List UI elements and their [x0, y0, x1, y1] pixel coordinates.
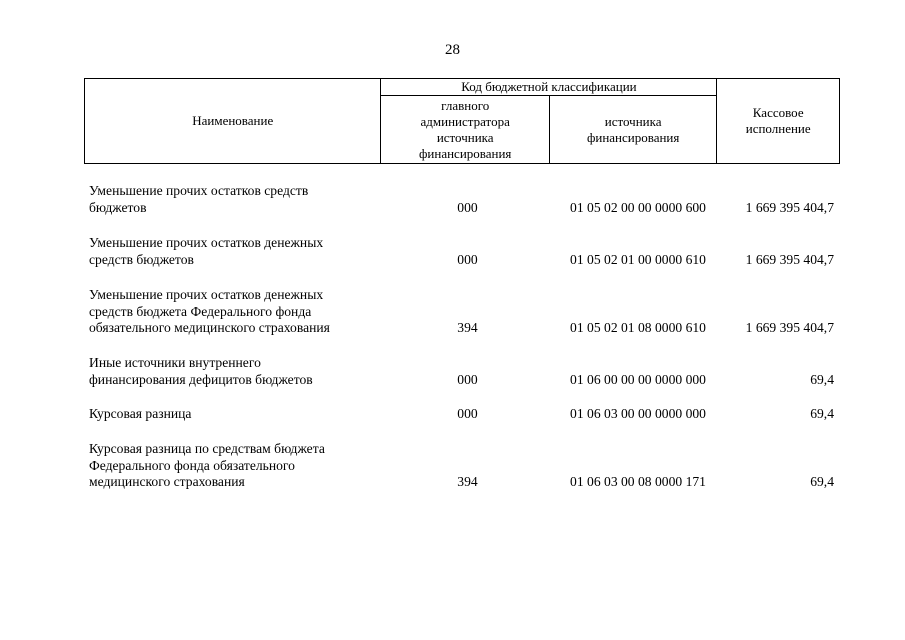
row-name-line: финансирования дефицитов бюджетов [89, 371, 313, 387]
header-source [549, 96, 716, 164]
row-admin-code: 000 [457, 252, 478, 267]
row-amount: 69,4 [810, 372, 834, 387]
row-source-code: 01 05 02 01 00 0000 610 [570, 252, 706, 267]
row-source-code: 01 05 02 00 00 0000 600 [570, 200, 706, 215]
row-name-line: Уменьшение прочих остатков денежных [89, 235, 324, 250]
header-admin-line: главного [441, 97, 490, 113]
row-admin-code: 394 [457, 320, 478, 335]
row-name [89, 183, 389, 216]
row-source-code: 01 06 03 00 00 0000 000 [570, 406, 706, 421]
header-admin-line: источника [436, 129, 494, 145]
row-name-line: Курсовая разница по средствам бюджета [89, 441, 325, 456]
header-cash-line: Кассовое [752, 105, 804, 120]
row-amount: 1 669 395 404,7 [745, 200, 834, 215]
table-header [84, 78, 840, 164]
row-name-line: Уменьшение прочих остатков средств [89, 183, 309, 198]
row-amount: 69,4 [810, 474, 834, 489]
row-name-line: бюджетов [89, 199, 147, 215]
row-name-line: обязательного медицинского страхования [89, 320, 330, 335]
row-source-code: 01 06 03 00 08 0000 171 [570, 474, 706, 489]
header-source-line: источника [604, 113, 662, 129]
row-amount: 1 669 395 404,7 [745, 320, 834, 335]
row-amount: 69,4 [810, 406, 834, 421]
header-admin-line: финансирования [418, 145, 512, 161]
row-admin-code: 000 [457, 200, 478, 215]
header-name: Наименование [85, 79, 381, 164]
page-number: 28 [445, 42, 460, 58]
row-source-code: 01 06 00 00 00 0000 000 [570, 372, 706, 387]
row-name [89, 441, 389, 491]
header-cash-line: исполнение [745, 121, 811, 136]
row-name-line: Федерального фонда обязательного [89, 457, 295, 473]
row-amount: 1 669 395 404,7 [745, 252, 834, 267]
row-admin-code: 394 [457, 474, 478, 489]
header-source-line: финансирования [586, 129, 680, 145]
row-name [89, 406, 389, 423]
row-name-line: средств бюджетов [89, 251, 194, 267]
row-admin-code: 000 [457, 406, 478, 421]
header-code-group: Код бюджетной классификации [381, 79, 717, 96]
header-admin-line: администратора [420, 113, 510, 129]
row-name [89, 235, 389, 268]
row-name-line: медицинского страхования [89, 474, 245, 489]
header-admin [381, 96, 549, 164]
row-name-line: Иные источники внутреннего [89, 355, 261, 370]
row-name [89, 287, 389, 337]
row-name-line: средств бюджета Федерального фонда [89, 303, 312, 319]
header-cash [717, 79, 840, 164]
row-name-line: Курсовая разница [89, 406, 192, 421]
row-admin-code: 000 [457, 372, 478, 387]
row-source-code: 01 05 02 01 08 0000 610 [570, 320, 706, 335]
row-name-line: Уменьшение прочих остатков денежных [89, 287, 324, 302]
row-name [89, 355, 389, 388]
